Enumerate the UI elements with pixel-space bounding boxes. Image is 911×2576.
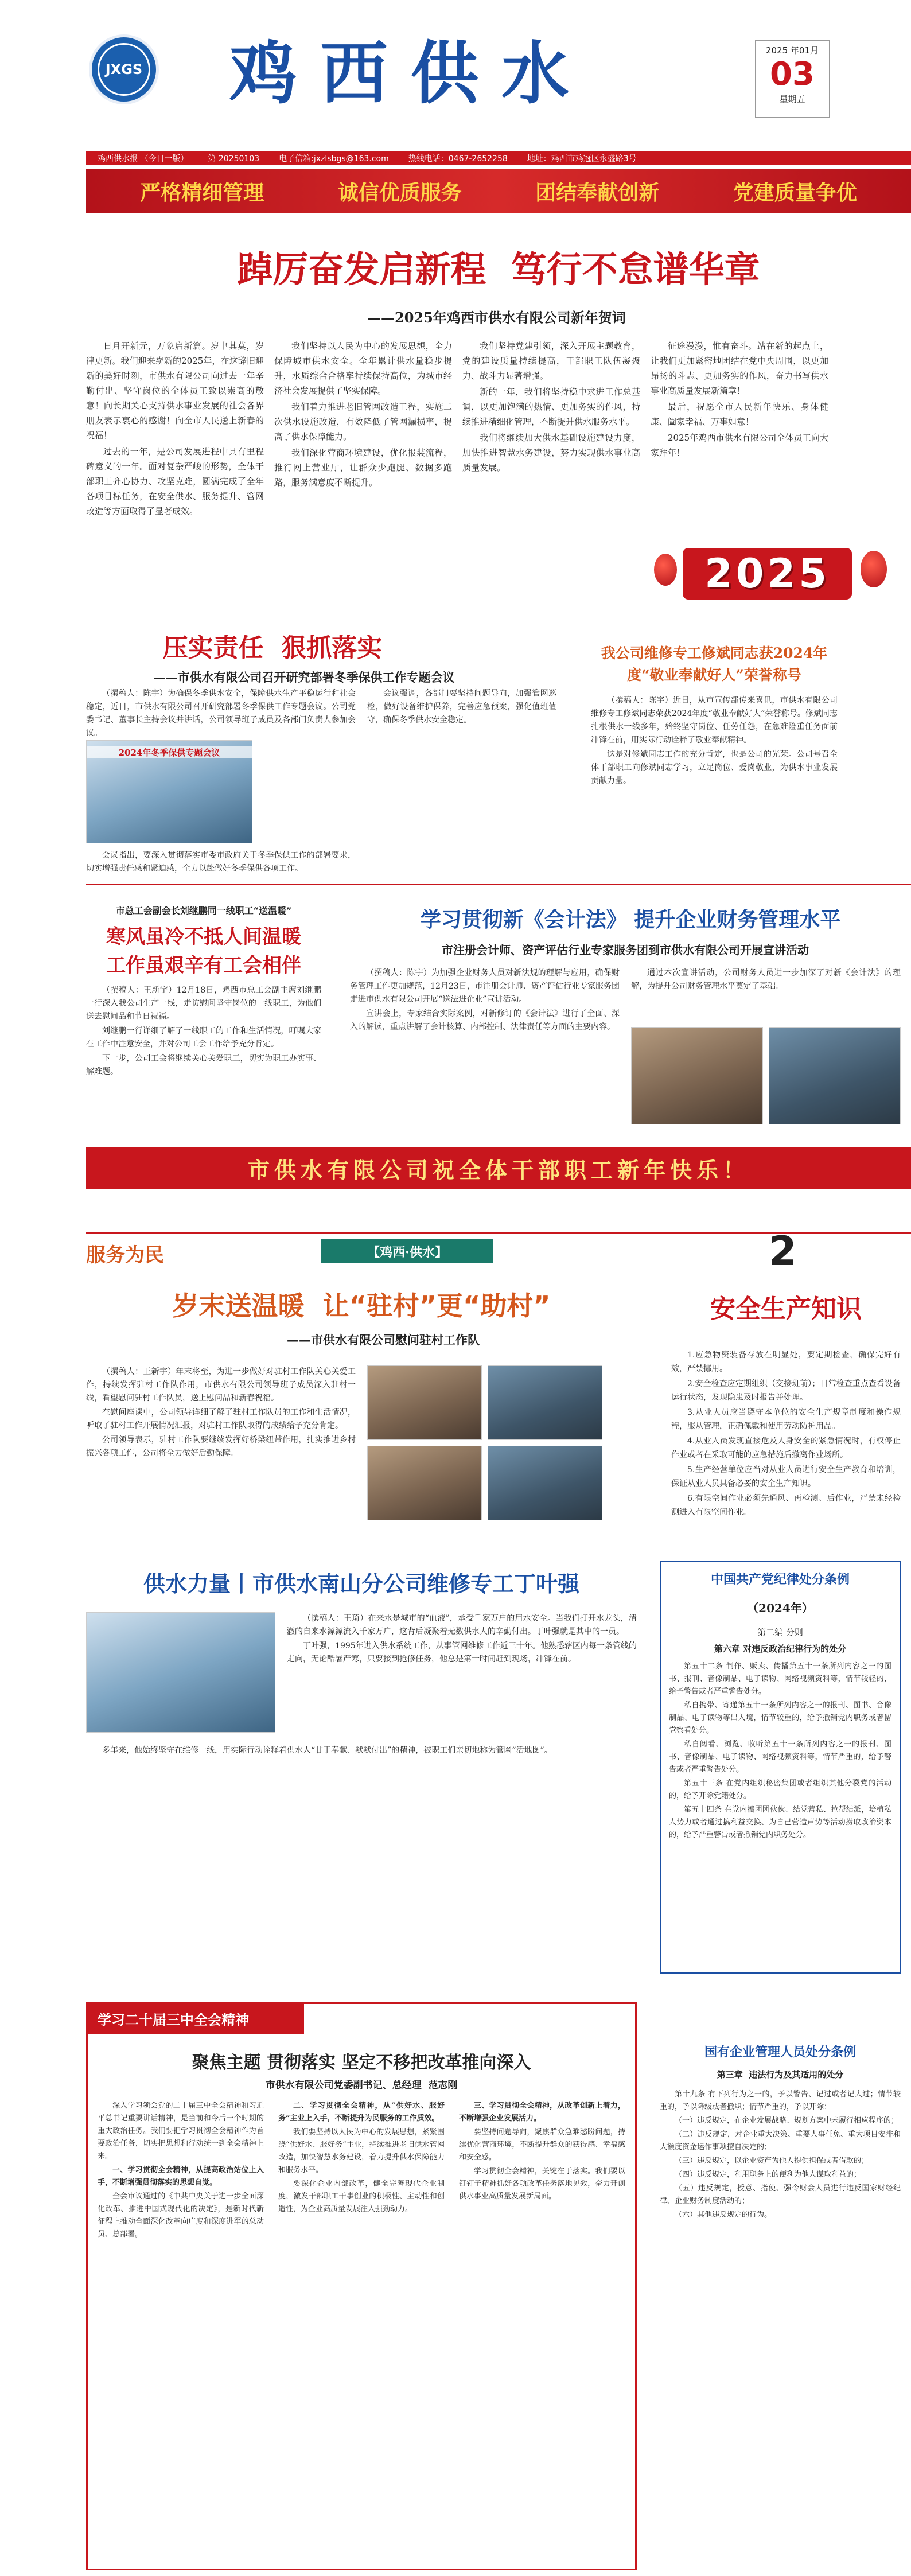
lead-paragraph: 我们坚持以人民为中心的发展思想，全力保障城市供水安全。全年累计供水量稳步提升，水质综合合格率持续保持高位，为城市经济社会发展提供了坚实保障。 — [274, 341, 452, 396]
discipline-article: 第五十二条 制作、贩卖、传播第五十一条所列内容之一的图书、报刊、音像制品、电子读物、网络视频资料等，情节较轻的，给予警告或者严重警告处分。 — [669, 1662, 891, 1696]
section-e-headline: 供水力量丨市供水南山分公司维修专工丁叶强 — [143, 1571, 579, 1597]
safety-item: 6.有限空间作业必须先通风、再检测、后作业，严禁未经检测进入有限空间作业。 — [671, 1494, 901, 1517]
section-a-headline-box — [149, 625, 396, 666]
section-f-banner — [86, 2002, 304, 2034]
section-e-col-1 — [287, 1612, 637, 1667]
lantern-icon — [861, 551, 887, 587]
page-2-col-1 — [86, 1365, 356, 1461]
lead-paragraph: 征途漫漫，惟有奋斗。站在新的起点上，让我们更加紧密地团结在党中央周围，以更加昂扬的斗志、更加务实的作风，奋力书写供水事业高质量发展新篇章！ — [651, 341, 828, 396]
lead-paragraph: 我们坚持党建引领，深入开展主题教育，党的建设质量持续提高，干部职工队伍凝聚力、战斗力显著增强。 — [462, 341, 640, 381]
management-articles — [660, 2088, 901, 2223]
lead-subhead: ——2025年鸡西市供水有限公司新年贺词 — [367, 309, 626, 326]
info-paper: 鸡西供水报 （今日一版） — [98, 154, 189, 164]
section-f-paragraph: 要深化企业内部改革，健全完善现代企业制度，激发干部职工干事创业的积极性、主动性和创造性，为企业高质量发展注入强劲动力。 — [278, 2180, 445, 2213]
section-f-col-3 — [459, 2100, 625, 2204]
section-d-paragraph: 通过本次宣讲活动，公司财务人员进一步加深了对新《会计法》的理解，为提升公司财务管理水平奠定了基础。 — [631, 968, 901, 991]
section-d-paragraph: 宣讲会上，专家结合实际案例，对新修订的《会计法》进行了全面、深入的解读，重点讲解了会计核算、内部控制、法律责任等方面的主要内容。 — [350, 1009, 620, 1032]
section-e-paragraph: 多年来，他始终坚守在维修一线，用实际行动诠释着供水人“甘于奉献、默默付出”的精神，被职工们亲切地称为管网“活地图”。 — [102, 1746, 552, 1755]
section-rule — [86, 884, 911, 885]
section-a-subhead: ——市供水有限公司召开研究部署冬季保供工作专题会议 — [153, 670, 455, 684]
lead-paragraph: 日月开新元，万象启新篇。岁聿其莫，岁律更新。我们迎来崭新的2025年，在这辞旧迎新的美好时刻，市供水有限公司向过去一年辛勤付出、坚守岗位的全体员工致以崇高的敬意！向长期关心支持供水事业发展的社会各界朋友表示衷心的感谢！向全市人民送上新春的祝福！ — [86, 341, 264, 441]
date-day: 03 — [770, 56, 815, 93]
info-issue: 第 20250103 — [208, 154, 260, 164]
section-a-paragraph: （撰稿人：陈宇）为确保冬季供水安全，保障供水生产平稳运行和社会稳定，近日，市供水有限公司召开研究部署冬季保供工作专题会议。公司党委书记、董事长主持会议并讲话，公司领导班子成员及各部门负责人参加会议。 — [86, 689, 356, 738]
section-e-paragraph: （撰稿人：王琦）在来水是城市的“血液”，承受千家万户的用水安全。当我们打开水龙头，清澈的自来水源源流入千家万户，这背后凝聚着无数供水人的辛勤付出。丁叶强就是其中的一员。 — [287, 1614, 637, 1636]
slogan-3: 团结奉献创新 — [535, 181, 660, 205]
lead-paragraph: 2025年鸡西市供水有限公司全体员工向大家拜年！ — [651, 433, 828, 458]
discipline-chapter: 第六章 对违反政治纪律行为的处分 — [714, 1644, 847, 1654]
safety-item: 4.从业人员发现直接危及人身安全的紧急情况时，有权停止作业或者在采取可能的应急措施后撤离作业场所。 — [671, 1437, 901, 1460]
section-f-paragraph: 我们要坚持以人民为中心的发展思想，紧紧围绕“供好水、服好务”主业，持续推进老旧供水管网改造，加快智慧水务建设，着力提升供水保障能力和服务水平。 — [278, 2128, 445, 2174]
section-c-kicker: 市总工会副会长刘继鹏同一线职工“送温暖” — [115, 905, 292, 916]
section-b-paragraph: （撰稿人：陈宇）近日，从市宣传部传来喜讯，市供水有限公司维修专工修斌同志荣获2024年度“敬业奉献好人”荣誉称号。修斌同志扎根供水一线多年，始终坚守岗位、任劳任怨，在急难险重任务面前冲锋在前，用实际行动诠释了敬业奉献精神。 — [591, 696, 838, 745]
section-e-photo — [86, 1612, 275, 1733]
section-f-paragraph: 深入学习领会党的二十届三中全会精神和习近平总书记重要讲话精神，是当前和今后一个时期的重大政治任务。我们要把学习贯彻全会精神作为首要政治任务，切实把思想和行动统一到全会精神上来。 — [98, 2102, 264, 2161]
section-f-headline: 聚焦主题 贯彻落实 坚定不移把改革推向深入 — [192, 2053, 531, 2073]
page-2-paragraph: （撰稿人：王新宇）年末将至，为进一步做好对驻村工作队关心关爱工作，持续发挥驻村工作队作用，市供水有限公司领导班子成员深入驻村一线，看望慰问驻村工作队员，送上慰问品和新春祝福。 — [86, 1367, 356, 1403]
safety-list — [671, 1348, 901, 1520]
discipline-article: 第五十四条 在党内搞团团伙伙、结党营私、拉帮结派，培植私人势力或者通过搞利益交换、为自己营造声势等活动捞取政治资本的，给予严重警告或者撤销党内职务处分。 — [669, 1805, 891, 1839]
section-b-paragraph: 这是对修斌同志工作的充分肯定，也是公司的光荣。公司号召全体干部职工向修斌同志学习，立足岗位、爱岗敬业，为供水事业发展贡献力量。 — [591, 750, 838, 785]
lead-paragraph: 我们深化营商环境建设，优化报装流程，推行网上营业厅，让群众少跑腿、数据多跑路，服务满意度不断提升。 — [274, 448, 452, 488]
section-d-col-1 — [350, 967, 620, 1035]
lead-headline: 踔厉奋发启新程 笃行不怠谱华章 — [237, 248, 760, 290]
safety-item: 5.生产经营单位应当对从业人员进行安全生产教育和培训，保证从业人员具备必要的安全生产知识。 — [671, 1465, 901, 1488]
section-f-col-1 — [98, 2100, 264, 2242]
section-c-text — [86, 984, 321, 1080]
section-a-headline: 压实责任 狠抓落实 — [162, 633, 383, 663]
section-c-paragraph: 刘继鹏一行详细了解了一线职工的工作和生活情况，叮嘱大家在工作中注意安全，并对公司工会工作给予充分肯定。 — [86, 1026, 321, 1049]
page-number: 2 — [769, 1228, 797, 1275]
management-article: （六）其他违反规定的行为。 — [675, 2211, 772, 2219]
discipline-article: 第五十三条 在党内组织秘密集团或者组织其他分裂党的活动的，给予开除党籍处分。 — [669, 1779, 891, 1800]
section-f-subhead: 三、学习贯彻全会精神，从改革创新上着力，不断增强企业发展活力。 — [459, 2102, 625, 2123]
section-f-paragraph: 全会审议通过的《中共中央关于进一步全面深化改革、推进中国式现代化的决定》，是新时代新征程上推动全面深化改革向广度和深度进军的总动员、总部署。 — [98, 2192, 264, 2239]
discipline-box — [660, 1561, 901, 1974]
date-line: 2025 年01月 — [765, 45, 819, 56]
management-article: （二）违反规定，对企业重大决策、重要人事任免、重大项目安排和大额度资金运作事项擅自决定的； — [660, 2130, 901, 2151]
masthead-title: 鸡西供水 — [229, 33, 593, 113]
lead-col-2 — [274, 338, 452, 491]
management-article: （一）违反规定，在企业发展战略、规划方案中未履行相应程序的； — [675, 2116, 899, 2125]
section-b-text — [591, 694, 838, 789]
management-article: （三）违反规定，以企业资产为他人提供担保或者借款的； — [675, 2157, 869, 2165]
management-chapter: 第三章 违法行为及其适用的处分 — [717, 2069, 844, 2080]
info-phone: 热线电话：0467-2652258 — [408, 154, 508, 164]
masthead — [0, 0, 911, 164]
section-c-headline-2: 工作虽艰辛有工会相伴 — [106, 954, 301, 977]
section-f-subhead: 一、学习贯彻全会精神，从提高政治站位上入手，不断增强贯彻落实的思想自觉。 — [98, 2166, 264, 2187]
info-email: 电子信箱:jxzlsbgs@163.com — [279, 154, 389, 164]
section-a-photo-caption: 2024年冬季保供专题会议 — [87, 746, 252, 758]
section-c-paragraph: 下一步，公司工会将继续关心关爱职工，切实为职工办实事、解难题。 — [86, 1054, 321, 1076]
year-badge-text: 2025 — [704, 550, 830, 597]
section-a-col-2 — [367, 687, 556, 728]
safety-item: 3.从业人员应当遵守本单位的安全生产规章制度和操作规程，服从管理，正确佩戴和使用劳动防护用品。 — [671, 1408, 901, 1431]
section-e-paragraph: 丁叶强，1995年进入供水系统工作，从事管网维修工作近三十年。他熟悉辖区内每一条管线的走向，无论酷暑严寒，只要接到抢修任务，他总是第一时间赶到现场，冲锋在前。 — [287, 1641, 637, 1664]
lead-col-3 — [462, 338, 640, 476]
management-article: （五）违反规定，授意、指使、强令财会人员进行违反国家财经纪律、企业财务制度活动的； — [660, 2184, 901, 2205]
page-2-paragraph: 公司领导表示，驻村工作队要继续发挥好桥梁纽带作用，扎实推进乡村振兴各项工作，公司将全力做好后勤保障。 — [86, 1435, 356, 1458]
section-a-col-1 — [86, 687, 356, 877]
page-2-paragraph: 在慰问座谈中，公司领导详细了解了驻村工作队员的工作和生活情况，听取了驻村工作开展情况汇报，对驻村工作队取得的成绩给予充分肯定。 — [86, 1408, 356, 1430]
discipline-title: 中国共产党纪律处分条例 — [710, 1572, 850, 1587]
page-2-headline: 岁末送温暖 让“驻村”更“助村” — [172, 1290, 551, 1321]
slogan-bar — [86, 169, 911, 213]
section-c-headline-1: 寒风虽冷不抵人间温暖 — [106, 925, 301, 948]
section-d-subhead: 市注册会计师、资产评估行业专家服务团到市供水有限公司开展宣讲活动 — [442, 943, 809, 957]
safety-item: 2.安全检查应定期组织（交接班前）；日常检查重点查看设备运行状态，发现隐患及时报告并处理。 — [671, 1379, 901, 1402]
management-article: 第十九条 有下列行为之一的，予以警告、记过或者记大过；情节较重的，予以降级或者撤职；情节严重的，予以开除： — [660, 2090, 901, 2111]
page-2-photo — [367, 1365, 482, 1440]
logo-text: JXGS — [105, 61, 143, 77]
lantern-icon — [654, 554, 677, 586]
section-f-byline: 市供水有限公司党委副书记、总经理 范志刚 — [265, 2080, 458, 2091]
section-f-paragraph: 要坚持问题导向，聚焦群众急难愁盼问题，持续优化营商环境，不断提升群众的获得感、幸福感和安全感。 — [459, 2128, 625, 2162]
page-2-brand-box — [321, 1239, 493, 1263]
info-address: 地址：鸡西市鸡冠区永盛路3号 — [527, 154, 637, 164]
section-e-col-2 — [86, 1744, 637, 1758]
section-d-col-2 — [631, 967, 901, 994]
page-2-photo — [367, 1446, 482, 1520]
section-a-paragraph: 会议强调，各部门要坚持问题导向，加强管网巡检，做好设备维护保养，完善应急预案，强化值班值守，确保冬季供水安全稳定。 — [367, 689, 556, 725]
section-d-paragraph: （撰稿人：陈宇）为加强企业财务人员对新法规的理解与应用，确保财务管理工作更加规范，12月23日，市注册会计师、资产评估行业专家服务团走进市供水有限公司开展“送法进企业”宣讲活动。 — [350, 968, 620, 1004]
discipline-article: 私自携带、寄递第五十一条所列内容之一的报刊、图书、音像制品、电子读物等出入境，情节较重的，给予撤销党内职务或者留党察看处分。 — [669, 1701, 891, 1735]
section-d-headline: 学习贯彻新《会计法》 提升企业财务管理水平 — [420, 908, 841, 932]
lead-paragraph: 过去的一年，是公司发展进程中具有里程碑意义的一年。面对复杂严峻的形势，全体干部职工齐心协力、攻坚克难，圆满完成了全年各项目标任务，在安全供水、服务提升、管网改造等方面取得了显著成效。 — [86, 446, 264, 516]
info-bar — [86, 151, 911, 165]
page-2-column-label: 服务为民 — [86, 1244, 164, 1267]
discipline-article: 私自阅看、浏览、收听第五十一条所列内容之一的报刊、图书、音像制品、电子读物、网络视频资料等，情节严重的，给予警告或者严重警告处分。 — [669, 1740, 891, 1774]
section-b-headline: 我公司维修专工修斌同志获2024年度“敬业奉献好人”荣誉称号 — [601, 645, 828, 683]
lead-paragraph: 最后，祝愿全市人民新年快乐、身体健康、阖家幸福、万事如意！ — [651, 402, 828, 427]
slogan-2: 诚信优质服务 — [337, 181, 462, 205]
lead-paragraph: 新的一年，我们将坚持稳中求进工作总基调，以更加饱满的热情、更加务实的作风，持续推进精细化管理，不断提升供水服务水平。 — [462, 387, 640, 427]
management-article: （四）违反规定，利用职务上的便利为他人谋取利益的； — [675, 2170, 862, 2179]
discipline-part: 第二编 分则 — [757, 1627, 803, 1637]
management-title: 国有企业管理人员处分条例 — [704, 2045, 856, 2060]
year-badge — [683, 548, 852, 600]
weekday: 星期五 — [779, 94, 805, 104]
page-2-subhead: ——市供水有限公司慰问驻村工作队 — [287, 1333, 480, 1347]
section-f-banner-text: 学习二十届三中全会精神 — [98, 2011, 249, 2028]
lead-paragraph: 我们将继续加大供水基础设施建设力度，加快推进智慧水务建设，努力实现供水事业高质量发展。 — [462, 433, 640, 473]
page-2-photo — [488, 1446, 602, 1520]
section-d-photo — [631, 1027, 763, 1124]
section-c-paragraph: （撰稿人：王新宇）12月18日，鸡西市总工会副主席刘继鹏一行深入我公司生产一线，走访慰问坚守岗位的一线职工，为他们送去慰问品和节日祝福。 — [86, 986, 321, 1021]
safety-title: 安全生产知识 — [710, 1294, 862, 1324]
section-d-photo — [769, 1027, 901, 1124]
new-year-banner — [86, 1147, 911, 1189]
date-box — [755, 40, 830, 118]
slogan-4: 党建质量争优 — [733, 181, 857, 205]
section-a-paragraph: 会议指出，要深入贯彻落实市委市政府关于冬季保供工作的部署要求，切实增强责任感和紧迫感，全力以赴做好冬季保供各项工作。 — [86, 851, 356, 873]
lead-paragraph: 我们着力推进老旧管网改造工程，实施二次供水设施改造，有效降低了管网漏损率，提高了供水保障能力。 — [274, 402, 452, 442]
discipline-year: （2024年） — [747, 1601, 813, 1615]
new-year-banner-text: 市供水有限公司祝全体干部职工新年快乐！ — [247, 1157, 749, 1183]
page-2-brand-label: 【鸡西·供水】 — [367, 1244, 447, 1260]
page-2-photo — [488, 1365, 602, 1440]
lead-col-1 — [86, 338, 264, 520]
safety-item: 1.应急物资装备存放在明显处，要定期检查，确保完好有效，严禁挪用。 — [671, 1351, 901, 1373]
logo — [89, 34, 159, 104]
lead-col-4 — [651, 338, 828, 461]
section-f-subhead: 二、学习贯彻全会精神，从“供好水、服好务”主业上入手，不断提升为民服务的工作质效。 — [278, 2102, 445, 2123]
slogan-1: 严格精细管理 — [140, 181, 264, 205]
section-f-paragraph: 学习贯彻全会精神，关键在于落实。我们要以钉钉子精神抓好各项改革任务落地见效，奋力开创供水事业高质量发展新局面。 — [459, 2167, 625, 2201]
section-f-col-2 — [278, 2100, 445, 2217]
